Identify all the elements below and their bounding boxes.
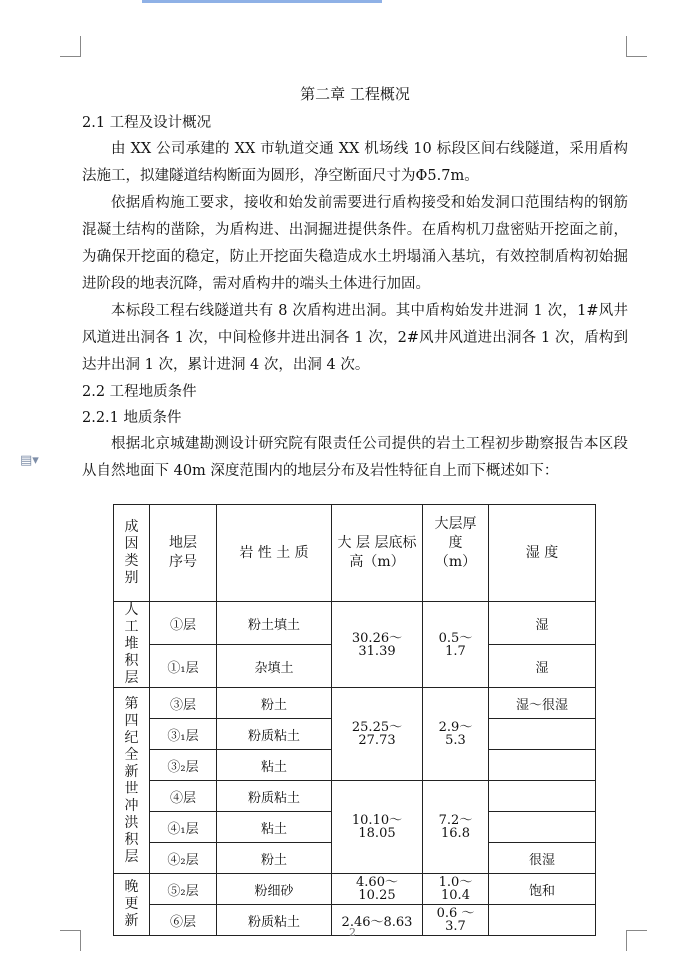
paragraph: 本标段工程右线隧道共有 8 次盾构进出洞。其中盾构始发井进洞 1 次，1#风井风道进出洞各 1 次，中间检修井进出洞各 1 次，2#风井风道进出洞各 1 次，盾构到达井出洞 1 次，累计进洞 4 次，出洞 4 次。 [82,303,628,373]
col-header-layer: 地层序号 [150,505,217,602]
bottom-elevation-cell: 25.25～27.73 [332,688,423,781]
col-header-cause: 成因类别 [114,505,150,602]
bottom-elevation-cell: 2.46～8.63 [332,905,423,936]
table-row [114,874,596,905]
crop-mark-top-left [60,36,81,57]
humidity-cell: 湿～很湿 [489,688,596,719]
crop-mark-top-right [626,36,647,57]
soil-cell: 粘土 [217,750,332,781]
soil-cell: 粉土 [217,688,332,719]
thickness-cell: 7.2～16.8 [423,781,489,874]
humidity-cell [489,812,596,843]
layer-cell: ④层 [150,781,217,812]
crop-mark-bottom-left [60,930,81,951]
geology-table [113,504,596,936]
humidity-cell: 饱和 [489,874,596,905]
humidity-cell [489,781,596,812]
humidity-cell: 很湿 [489,843,596,874]
document-icon[interactable]: ▤▾ [20,453,39,468]
soil-cell: 粉土 [217,843,332,874]
soil-cell: 粉质粘土 [217,719,332,750]
page-body [82,82,628,485]
bottom-elevation-cell: 4.60～10.25 [332,874,423,905]
humidity-cell: 湿 [489,645,596,688]
soil-cell: 粉土填土 [217,602,332,645]
soil-cell: 粉质粘土 [217,905,332,936]
table-row [114,602,596,645]
table-row [114,688,596,719]
paragraph: 根据北京城建勘测设计研究院有限责任公司提供的岩土工程初步勘察报告本区段从自然地面下 40m 深度范围内的地层分布及岩性特征自上而下概述如下： [82,436,628,479]
cause-cell: 晚更新 [114,874,150,936]
layer-cell: ①层 [150,602,217,645]
section-heading: 2.1 工程及设计概况 [82,115,212,131]
table-row [114,781,596,812]
col-header-humidity: 湿 度 [489,505,596,602]
soil-cell: 粘土 [217,812,332,843]
thickness-cell: 0.5～1.7 [423,602,489,688]
subsection-heading: 2.2.1 地质条件 [82,410,182,426]
cause-cell: 第四纪全新世冲洪积层 [114,688,150,874]
cause-cell: 人工堆积层 [114,602,150,688]
bottom-elevation-cell: 10.10～18.05 [332,781,423,874]
layer-cell: ④₁层 [150,812,217,843]
ribbon-accent-bar [142,0,382,3]
humidity-cell [489,905,596,936]
thickness-cell: 2.9～5.3 [423,688,489,781]
layer-cell: ③层 [150,688,217,719]
table-header-row [114,505,596,602]
layer-cell: ⑤₂层 [150,874,217,905]
col-header-bottom-elevation: 大 层 层底标高（m） [332,505,423,602]
layer-cell: ③₁层 [150,719,217,750]
layer-cell: ④₂层 [150,843,217,874]
layer-cell: ①₁层 [150,645,217,688]
soil-cell: 杂填土 [217,645,332,688]
humidity-cell [489,719,596,750]
paragraph: 由 XX 公司承建的 XX 市轨道交通 XX 机场线 10 标段区间右线隧道，采用盾构法施工，拟建隧道结构断面为圆形，净空断面尺寸为Φ5.7m。 [82,141,628,184]
humidity-cell [489,750,596,781]
crop-mark-bottom-right [626,930,647,951]
bottom-elevation-cell: 30.26～31.39 [332,602,423,688]
soil-cell: 粉细砂 [217,874,332,905]
col-header-lithology: 岩 性 土 质 [217,505,332,602]
thickness-cell: 0.6 ～3.7 [423,905,489,936]
chapter-title: 第二章 工程概况 [300,85,410,103]
thickness-cell: 1.0～10.4 [423,874,489,905]
col-header-thickness: 大层厚度（m） [423,505,489,602]
paragraph: 依据盾构施工要求，接收和始发前需要进行盾构接受和始发洞口范围结构的钢筋混凝土结构的凿除，为盾构进、出洞掘进提供条件。在盾构机刀盘密贴开挖面之前，为确保开挖面的稳定，防止开挖面失稳造成水土坍塌涌入基坑，有效控制盾构初始掘进阶段的地表沉降，需对盾构井的端头土体进行加固。 [82,195,628,292]
layer-cell: ⑥层 [150,905,217,936]
section-heading: 2.2 工程地质条件 [82,384,197,400]
soil-cell: 粉质粘土 [217,781,332,812]
page-number: 2 [349,926,356,939]
layer-cell: ③₂层 [150,750,217,781]
humidity-cell: 湿 [489,602,596,645]
